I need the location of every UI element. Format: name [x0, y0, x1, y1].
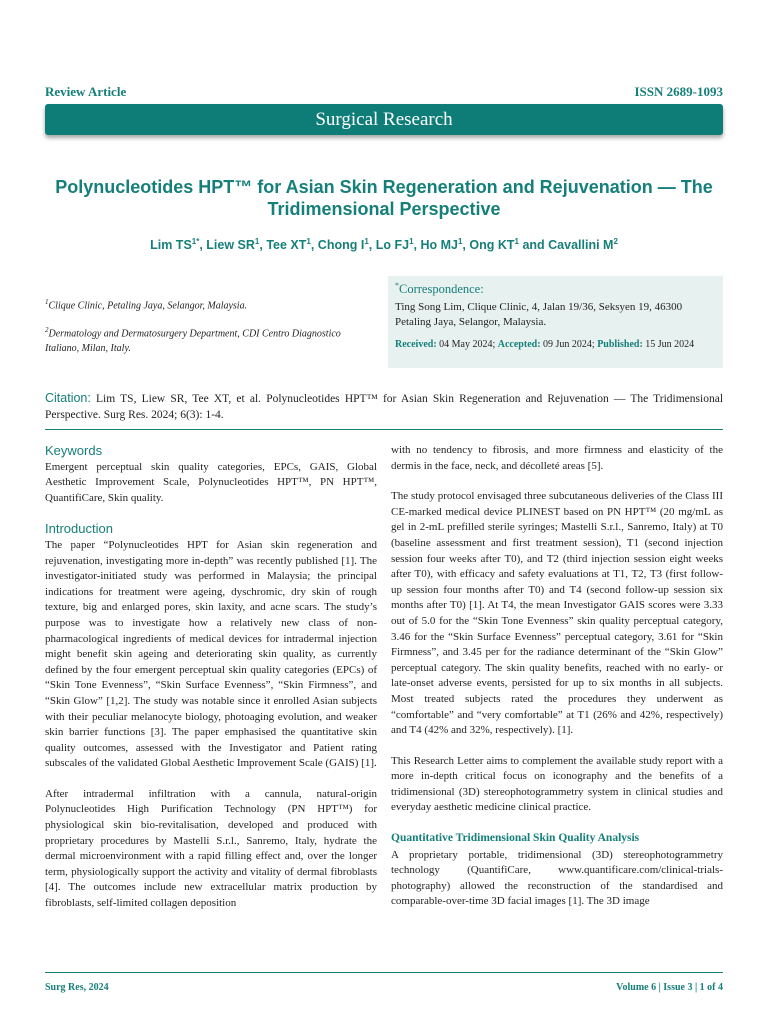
author-affiliation-mark: 1 — [514, 237, 519, 246]
author-name: Ho MJ — [420, 238, 458, 253]
paragraph: A proprietary portable, tridimensional (3D) stereophotogrammetry technology (QuantifiCare, www.quantificare.com/clinical-trials-photography) allowed the reconstruction of the standardised and comparable-over-time 3D facial images [1]. The 3D image — [391, 848, 723, 908]
article-title: Polynucleotides HPT™ for Asian Skin Regeneration and Rejuvenation — The Tridimensional Perspective — [55, 177, 713, 219]
footer-divider — [45, 972, 723, 973]
paragraph: The paper “Polynucleotides HPT for Asian skin regeneration and rejuvenation, investigating more in-depth” was recently published [1]. The investigator-initiated study was performed in Malaysia; the principal indications for treatment were ageing, dyschromic, dry skin of rough texture, big and enlarged pores, skin laxity, and acne scars. The study’s purpose was to investigate how a relatively new class of non-pharmacological ingredients of medical devices for intradermal injection might benefit skin ageing and deteriorating skin quality, as currently defined by the four emergent perceptual skin quality categories (EPCs) of “Skin Tone Evenness”, “Skin Surface Evenness”, “Skin Firmness”, and “Skin Glow” [1,2]. The study was notable since it enrolled Asian subjects with their peculiar melanocyte biology, photoaging evolution, and weaker skin barrier functions [3]. The paper emphasised the quantitative skin quality outcomes, assessed with the Investigator and Patient rating subscales of the validated Global Aesthetic Improvement Scale (GAIS) [1]. — [45, 538, 377, 770]
author-affiliation-mark: 1* — [191, 237, 200, 246]
journal-banner: Surgical Research — [45, 104, 723, 135]
author-name: Ong KT — [469, 238, 515, 253]
author-conjunction: and — [518, 238, 549, 253]
footer-journal: Surg Res, 2024 — [45, 982, 109, 993]
author-list: Lim $TS^{1*}$, Liew $SR^1$, Tee $XT^1$, Chong $I^1$, Lo $FJ^1$, Ho $MJ^1$, Ong $KT^1$ and Cavallini $M^2$ — [150, 237, 618, 253]
article-dates: Received: 04 May 2024; Accepted: 09 Jun 2024; Published: 15 Jun 2024 — [395, 339, 695, 351]
author-affiliation-mark: 1 — [364, 237, 369, 246]
divider — [45, 429, 723, 430]
correspondence-title: *Correspondence: — [395, 281, 484, 297]
issn-label: ISSN 2689-1093 — [634, 84, 723, 99]
author-affiliation-mark: 1 — [457, 237, 463, 246]
affiliation-1: $^1$Clique Clinic, Petaling Jaya, Selangor, Malaysia. — [45, 298, 248, 312]
citation-label: Citation: — [45, 391, 91, 405]
author-name: Tee XT — [266, 238, 307, 253]
correspondence-box — [388, 276, 723, 368]
paragraph: This Research Letter aims to complement the available study report with a more in-depth critical focus on iconography and the benefits of a tridimensional (3D) stereophotogrammetry system in clinical studies and everyday aesthetic medicine clinical practice. — [391, 754, 723, 814]
citation-text: Lim TS, Liew SR, Tee XT, et al. Polynucleotides HPT™ for Asian Skin Regeneration and Rejuvenation — The Tridimensional Perspective. Surg Res. 2024; 6(3): 1-4. — [45, 393, 724, 421]
keywords-text: Emergent perceptual skin quality categories, EPCs, GAIS, Global Aesthetic Improvement Scale, Polynucleotides HPT™, PN HPT™, QuantifiCare, Skin quality. — [45, 460, 377, 504]
citation — [45, 390, 723, 423]
author-name: Chong I — [317, 238, 365, 253]
section-subheading: Quantitative Tridimensional Skin Quality Analysis — [391, 832, 640, 845]
paragraph: The study protocol envisaged three subcutaneous deliveries of the Class III CE-marked medical device PLINEST based on PN HPT™ (20 mg/mL as gel in 2-mL prefilled sterile syringes; Mastelli S.r.l., Sanremo, Italy) at T0 (baseline assessment and first treatment session), T1 (second injection session four weeks after T0), and T2 (third injection session eight weeks after T0), with efficacy and safety evaluations at T1, T2, T3 (first follow-up session four months after T0) and T4 (second follow-up session six months after T0) [1]. At T4, the mean Investigator GAIS scores were 3.33 out of 5.0 for the “Skin Tone Evenness” skin quality perceptual category, 3.46 for the “Skin Surface Evenness” perceptual category, 3.61 for “Skin Firmness”, and 3.45 per for the radiance determinant of the “Skin Glow” perceptual category. The skin quality benefits, reached with no early- or late-onset adverse events, persisted for up to six months in all subjects. Most treated subjects rated the procedures they underwent as “comfortable” and “very comfortable” at T1 (26% and 42%, respectively) and T4 (42% and 32%, respectively). [1]. — [391, 490, 723, 737]
right-column — [391, 443, 723, 925]
author-affiliation-mark: 1 — [254, 237, 260, 246]
footer-page-info: Volume 6 | Issue 3 | 1 of 4 — [616, 982, 723, 993]
author-affiliation-mark: 1 — [409, 237, 414, 246]
author-name: Cavallini M — [548, 238, 614, 253]
paragraph: with no tendency to fibrosis, and more firmness and elasticity of the dermis in the face, neck, and décolleté areas [5]. — [391, 444, 723, 472]
author-affiliation-mark: 2 — [613, 237, 618, 246]
introduction-heading: Introduction — [45, 521, 113, 537]
left-column — [45, 443, 377, 927]
correspondence-address: Ting Song Lim, Clique Clinic, 4, Jalan 19/36, Seksyen 19, 46300 Petaling Jaya, Selangor, Malaysia. — [395, 301, 683, 329]
keywords-heading: Keywords — [45, 443, 103, 458]
author-name: Lim TS — [150, 238, 192, 253]
affiliation-2: $^2$Dermatology and Dermatosurgery Department, CDI Centro Diagnostico Italiano, Milan, Italy. — [45, 326, 341, 355]
author-name: Liew SR — [206, 238, 255, 253]
paragraph: After intradermal infiltration with a cannula, natural-origin Polynucleotides High Purification Technology (PN HPT™) for physiological skin bio-revitalisation, developed and produced with proprietary procedures by Mastelli S.r.l., Sanremo, Italy, hydrate the dermal microenvironment with a rapid filling effect and, over the longer term, physiologically support the activity and vitality of dermal fibroblasts [4]. The outcomes include new extracellular matrix production by fibroblasts, self-limited collagen deposition — [45, 787, 377, 910]
author-name: Lo FJ — [375, 238, 410, 253]
article-type-label: Review Article — [45, 84, 127, 99]
author-affiliation-mark: 1 — [306, 237, 311, 246]
